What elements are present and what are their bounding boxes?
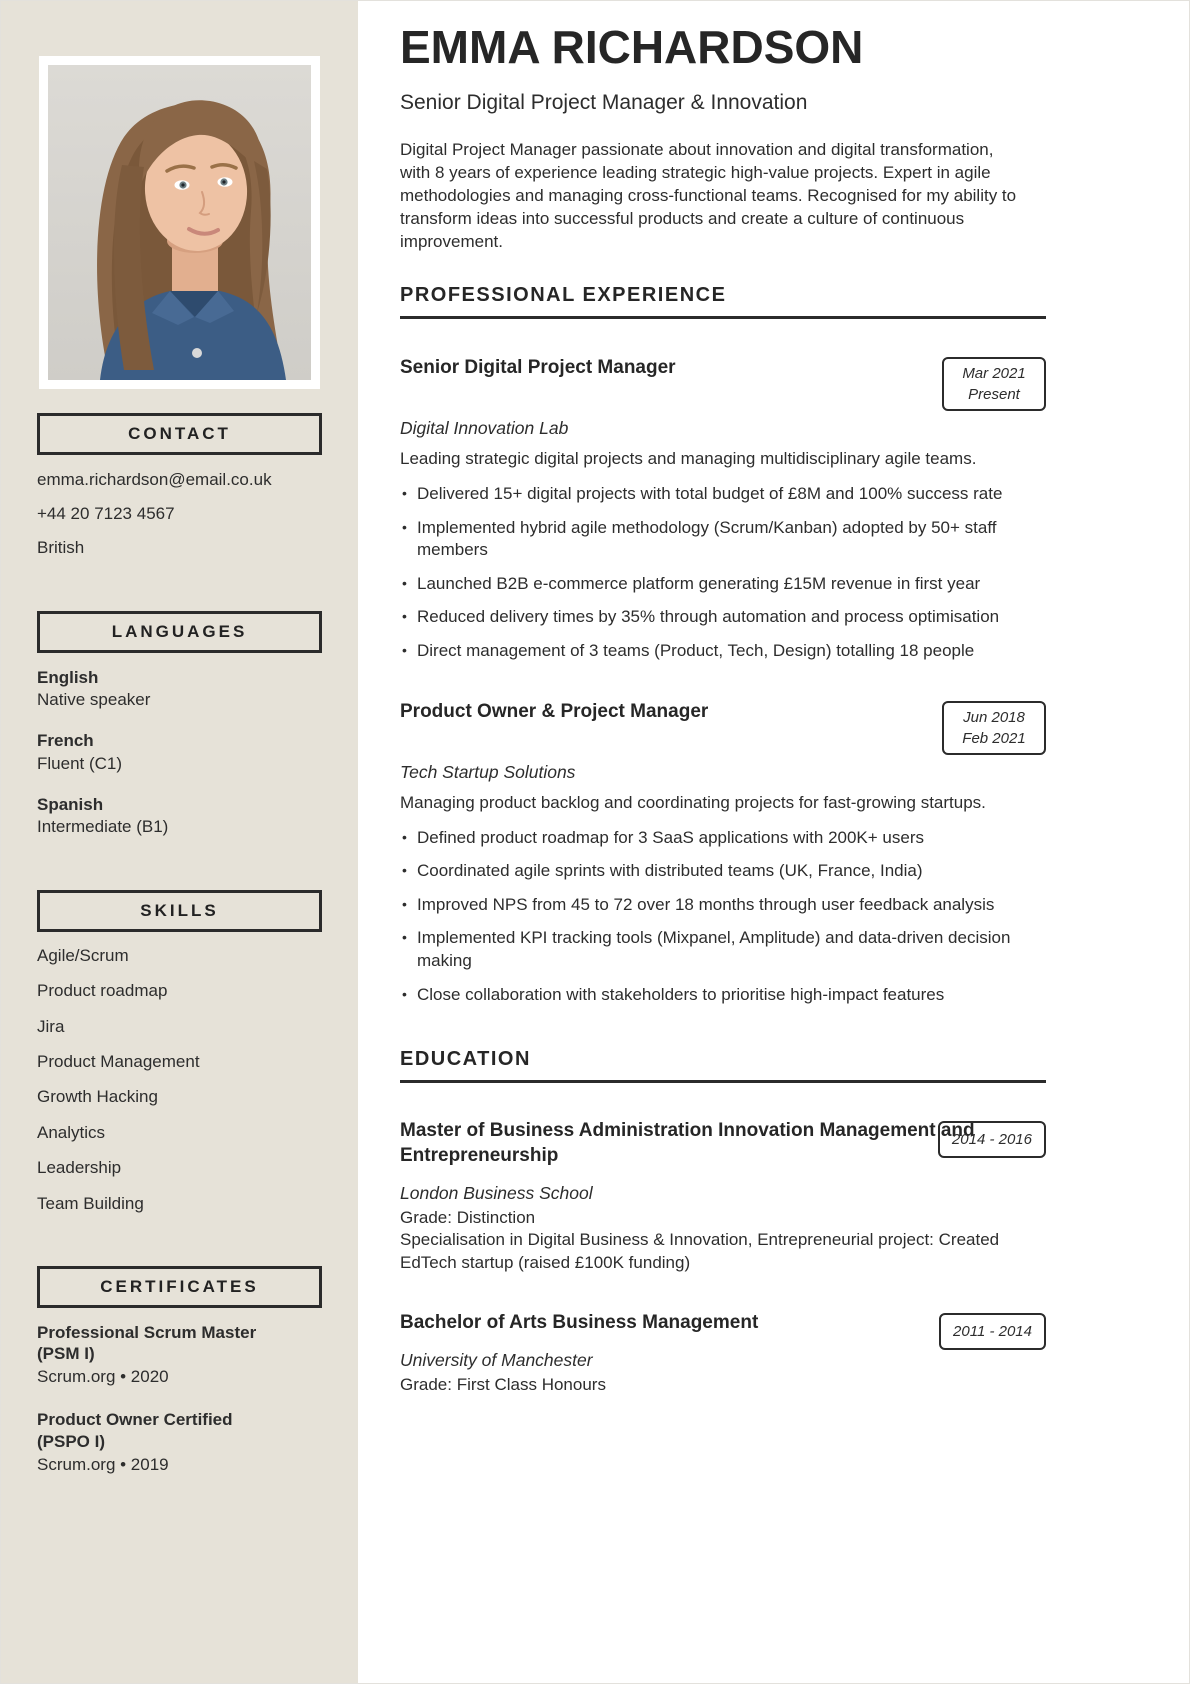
language-item	[37, 667, 322, 711]
job-bullet-list	[400, 483, 1046, 663]
job-bullet: • Close collaboration with stakeholders to prioritise high-impact features	[400, 984, 1032, 1007]
language-level: Fluent (C1)	[37, 753, 123, 773]
job-bullet: • Improved NPS from 45 to 72 over 18 months through user feedback analysis	[400, 894, 1032, 917]
skill-item: Growth Hacking	[37, 1087, 158, 1107]
profile-summary: Digital Project Manager passionate about innovation and digital transformation, with 8 years of experience leading strategic high-value projects. Expert in agile methodologies and managing cross-functional teams. Recognised for my ability to transform ideas into successful products and create a culture of continuous improvement.	[400, 140, 1017, 252]
job-header	[400, 357, 1046, 411]
experience-entry	[400, 357, 1046, 663]
date-end: Feb 2021	[962, 729, 1026, 747]
degree-school: University of Manchester	[400, 1350, 593, 1371]
language-level: Native speaker	[37, 690, 151, 710]
certificate-meta: Scrum.org • 2019	[37, 1454, 169, 1474]
language-item	[37, 794, 322, 838]
job-title: Senior Digital Project Manager	[400, 356, 676, 378]
languages-section	[37, 611, 322, 838]
education-heading: EDUCATION	[400, 1048, 1046, 1083]
language-name: Spanish	[37, 794, 104, 814]
contact-heading: CONTACT	[37, 413, 322, 455]
degree-grade: Grade: Distinction	[400, 1207, 536, 1227]
job-bullet: • Coordinated agile sprints with distributed teams (UK, France, India)	[400, 860, 1032, 883]
skill-item: Leadership	[37, 1158, 122, 1178]
date-start: Mar 2021	[962, 364, 1026, 382]
experience-heading: PROFESSIONAL EXPERIENCE	[400, 284, 1046, 319]
skill-item: Analytics	[37, 1122, 106, 1142]
sidebar	[1, 1, 358, 1683]
certificate-name: Professional Scrum Master (PSM I)	[37, 1322, 257, 1364]
certificates-section	[37, 1266, 322, 1475]
skill-item: Product Management	[37, 1052, 200, 1072]
degree-title: Master of Business Administration Innovation Management and Entrepreneurship	[400, 1120, 975, 1166]
contact-email: emma.richardson@email.co.uk	[37, 470, 272, 489]
degree-date-badge: 2011 - 2014	[939, 1313, 1046, 1350]
date-start: Jun 2018	[963, 708, 1025, 726]
language-name: English	[37, 668, 99, 688]
job-bullet: • Defined product roadmap for 3 SaaS applications with 200K+ users	[400, 827, 1032, 850]
certificates-heading: CERTIFICATES	[37, 1266, 322, 1308]
job-description: Leading strategic digital projects and managing multidisciplinary agile teams.	[400, 448, 977, 468]
job-header	[400, 701, 1046, 755]
contact-section	[37, 413, 322, 559]
skills-section	[37, 890, 322, 1214]
skill-item: Team Building	[37, 1193, 144, 1213]
degree-specialisation: Specialisation in Digital Business & Innovation, Entrepreneurial project: Created EdTech startup (raised £100K funding)	[400, 1230, 1000, 1273]
date-end: Present	[968, 385, 1020, 403]
job-bullet: • Reduced delivery times by 35% through automation and process optimisation	[400, 606, 1032, 629]
job-date-badge	[942, 357, 1046, 411]
job-bullet: • Delivered 15+ digital projects with total budget of £8M and 100% success rate	[400, 483, 1032, 506]
language-level: Intermediate (B1)	[37, 816, 169, 836]
job-company: Digital Innovation Lab	[400, 417, 569, 438]
certificate-item	[37, 1409, 322, 1475]
job-bullet: • Direct management of 3 teams (Product, Tech, Design) totalling 18 people	[400, 640, 1032, 663]
degree-title: Bachelor of Arts Business Management	[400, 1312, 759, 1334]
education-entry	[400, 1119, 1046, 1275]
language-name: French	[37, 731, 94, 751]
candidate-headline: Senior Digital Project Manager & Innovation	[400, 91, 808, 115]
portrait-illustration	[48, 65, 311, 380]
job-bullet: • Implemented KPI tracking tools (Mixpanel, Amplitude) and data-driven decision making	[400, 927, 1032, 972]
certificate-meta: Scrum.org • 2020	[37, 1367, 169, 1387]
job-description: Managing product backlog and coordinating projects for fast-growing startups.	[400, 792, 986, 812]
skill-item: Agile/Scrum	[37, 945, 129, 965]
candidate-name: EMMA RICHARDSON	[400, 21, 864, 73]
profile-photo	[39, 56, 320, 389]
job-bullet: • Launched B2B e-commerce platform generating £15M revenue in first year	[400, 573, 1032, 596]
main-content	[358, 1, 1189, 1683]
job-company: Tech Startup Solutions	[400, 761, 576, 782]
certificate-name: Product Owner Certified (PSPO I)	[37, 1410, 233, 1451]
contact-phone: +44 20 7123 4567	[37, 504, 175, 524]
language-item	[37, 730, 322, 774]
certificate-item	[37, 1322, 322, 1388]
job-bullet-list	[400, 827, 1046, 1007]
job-bullet: • Implemented hybrid agile methodology (Scrum/Kanban) adopted by 50+ staff members	[400, 517, 1032, 562]
job-date-badge	[942, 701, 1046, 755]
education-entry	[400, 1311, 1046, 1397]
languages-heading: LANGUAGES	[37, 611, 322, 653]
skills-heading: SKILLS	[37, 890, 322, 932]
degree-date-badge: 2014 - 2016	[938, 1121, 1046, 1158]
degree-grade: Grade: First Class Honours	[400, 1375, 606, 1395]
skill-item: Product roadmap	[37, 981, 168, 1001]
skill-item: Jira	[37, 1016, 65, 1036]
job-title: Product Owner & Project Manager	[400, 700, 709, 722]
contact-nationality: British	[37, 538, 85, 558]
experience-entry	[400, 701, 1046, 1007]
degree-school: London Business School	[400, 1182, 593, 1203]
